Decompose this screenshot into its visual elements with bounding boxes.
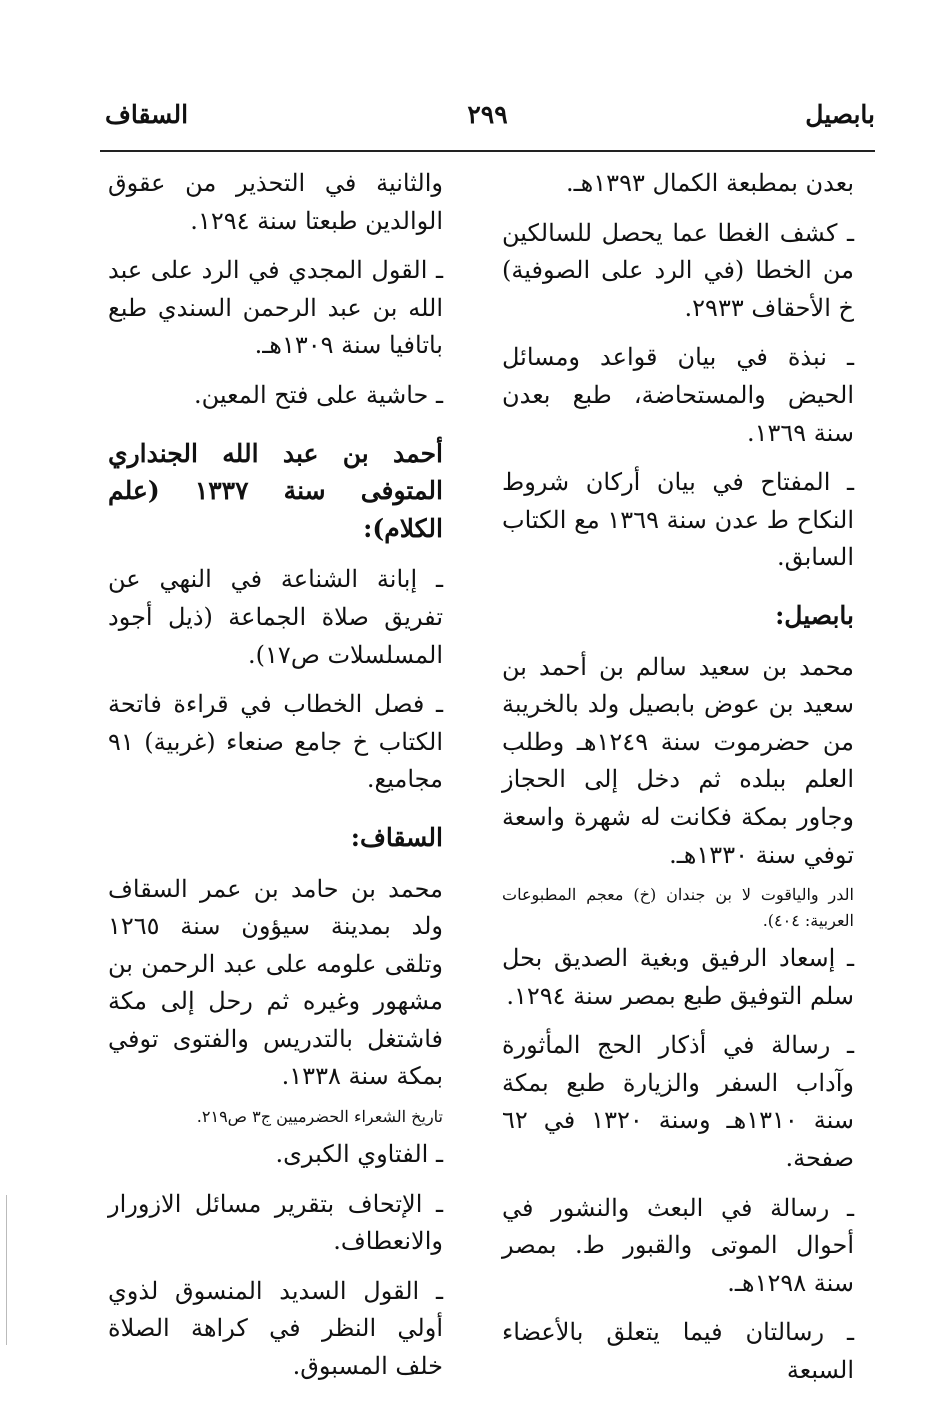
list-item: ـ القول المجدي في الرد على عبد الله بن عبد الرحمن السندي طبع باتافيا سنة ١٣٠٩هـ.	[108, 256, 443, 360]
list-item: ـ نبذة في بيان قواعد ومسائل الحيض والمستحاضة، طبع بعدن سنة ١٣٦٩.	[502, 343, 854, 447]
scan-margin-line	[6, 1195, 7, 1345]
list-item: ـ رسالة في البعث والنشور في أحوال الموتى والقبور ط. بمصر سنة ١٢٩٨هـ.	[502, 1193, 854, 1297]
list-item: ـ حاشية على فتح المعين.	[194, 380, 443, 409]
page-number: ٢٩٩	[467, 100, 508, 129]
list-item: ـ المفتاح في بيان أركان شروط النكاح ط عدن سنة ١٣٦٩ مع الكتاب السابق.	[502, 468, 854, 572]
biography-paragraph: محمد بن سعيد سالم بن أحمد بن سعيد بن عوض بابصيل ولد بالخريبة من حضرموت سنة ١٢٤٩هـ وطلب العلم ببلده ثم دخل إلى الحجاز وجاور بمكة فكانت له شهرة واسعة توفي سنة ١٣٣٠هـ.	[502, 652, 854, 869]
list-item: ـ الفتاوي الكبرى.	[275, 1140, 443, 1169]
list-item: ـ كشف الغطا عما يحصل للسالكين من الخطا (في الرد على الصوفية) خ الأحقاف ٢٩٣٣.	[502, 218, 854, 322]
list-item: ـ إسعاد الرفيق وبغية الصديق بحل سلم التوفيق طبع بمصر سنة ١٢٩٤.	[502, 944, 854, 1010]
header-rule	[100, 150, 875, 152]
biography-paragraph: محمد بن حامد بن عمر السقاف ولد بمدينة سيؤون سنة ١٢٦٥ وتلقى علومه على عبد الرحمن بن مشهور وغيره ثم رحل إلى مكة فاشتغل بالتدريس والفتوى توفي بمكة سنة ١٣٣٨.	[108, 874, 443, 1091]
list-item: ـ القول السديد المنسوق لذوي أولي النظر في كراهة الصلاة خلف المسبوق.	[108, 1276, 443, 1381]
running-head-left: السقاف	[105, 100, 189, 129]
reference-note: تاريخ الشعراء الحضرميين ج٣ ص٢١٩.	[196, 1107, 443, 1127]
list-item: ـ فصل الخطاب في قراءة فاتحة الكتاب خ جامع صنعاء (غربية) ٩١ مجاميع.	[108, 690, 443, 794]
list-item: ـ رسالة في أذكار الحج المأثورة وآداب السفر والزيارة طبع بمكة سنة ١٣١٠هـ وسنة ١٣٢٠ في ٦٢ صفحة.	[502, 1031, 854, 1173]
list-item: ـ رسالتان فيما يتعلق بالأعضاء السبعة	[502, 1318, 854, 1385]
section-heading: السقاف:	[350, 822, 443, 852]
left-column	[108, 165, 443, 1398]
continued-text: والثانية في التحذير من عقوق الوالدين طبعتا سنة ١٢٩٤.	[108, 169, 443, 235]
author-heading: أحمد بن عبد الله الجنداري المتوفى سنة ١٣٣٧ (علم الكلام):	[108, 438, 443, 543]
list-item: ـ إبانة الشناعة في النهي عن تفريق صلاة الجماعة (ذيل أجود المسلسلات ص١٧).	[108, 565, 443, 669]
reference-note: الدر والياقوت لا بن جندان (خ) معجم المطبوعات العربية: ٤٠٤).	[502, 885, 854, 931]
running-head-right: بابصيل	[805, 100, 875, 129]
list-item: ـ الإتحاف بتقرير مسائل الازورار والانعطاف.	[108, 1189, 443, 1256]
section-heading: بابصيل:	[775, 600, 854, 630]
continued-text: بعدن بمطبعة الكمال ١٣٩٣هـ.	[565, 169, 854, 197]
page-header	[100, 100, 875, 140]
right-column	[502, 165, 854, 1402]
